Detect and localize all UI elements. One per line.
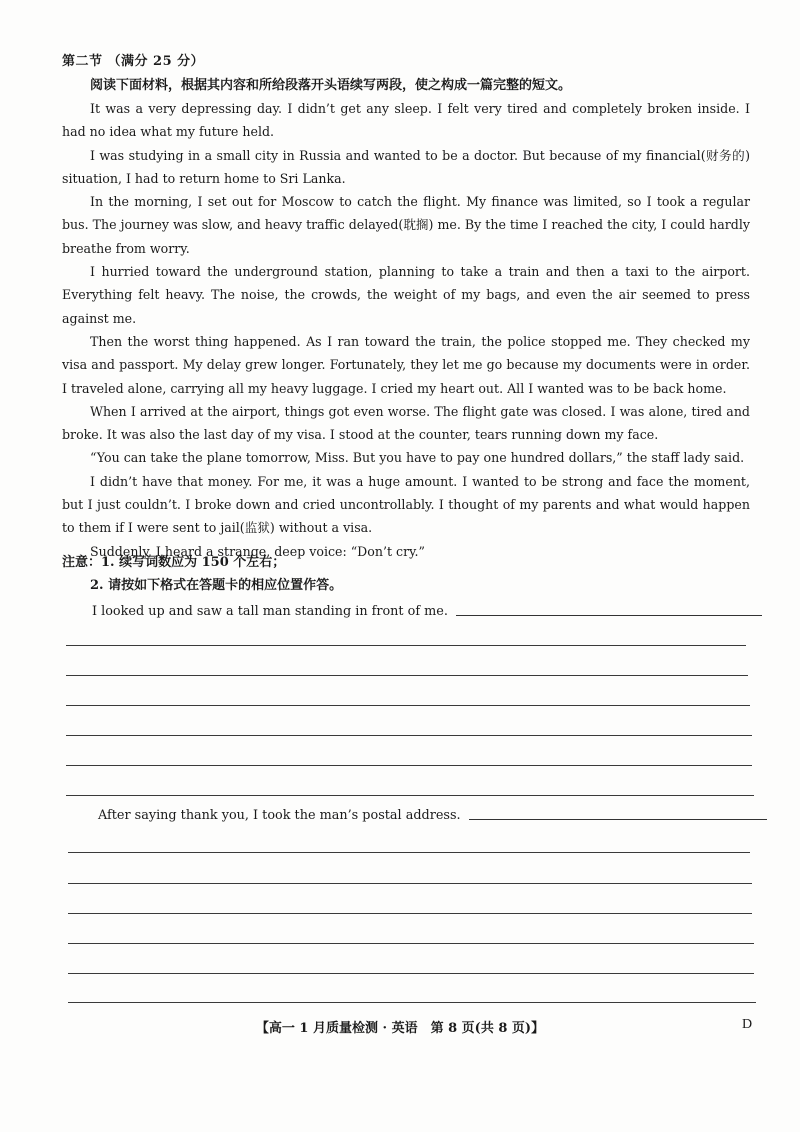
passage-paragraph: I hurried toward the underground station, planning to take a train and then a taxi to the airport. Everything felt heavy. The noise, the crowds, the weight of my bags, and even the air seemed to press against me.	[62, 264, 750, 326]
answer-line[interactable]	[68, 1002, 756, 1003]
note-word-count: 注意：1. 续写词数应为 150 个左右；	[62, 555, 286, 570]
section-title: 第二节 （满分 25 分）	[62, 54, 205, 69]
answer-line[interactable]	[469, 818, 767, 820]
writing-prompt-2	[98, 808, 767, 823]
answer-line[interactable]	[66, 675, 748, 676]
answer-line[interactable]	[456, 614, 762, 616]
passage-paragraph: In the morning, I set out for Moscow to catch the flight. My finance was limited, so I took a regular bus. The journey was slow, and heavy traffic delayed(耽搁) me. By the time I reached the city, I could hardly breathe from worry.	[62, 194, 750, 256]
answer-line[interactable]	[66, 795, 754, 796]
prompt-2-text: After saying thank you, I took the man’s postal address.	[98, 808, 461, 823]
answer-line[interactable]	[66, 705, 750, 706]
answer-line[interactable]	[68, 852, 750, 853]
answer-line[interactable]	[68, 913, 752, 914]
paper-version-mark: D	[742, 1017, 753, 1032]
answer-line[interactable]	[68, 883, 752, 884]
answer-line[interactable]	[66, 765, 752, 766]
answer-line[interactable]	[66, 645, 746, 646]
passage-paragraph: Suddenly, I heard a strange, deep voice: “Don’t cry.”	[90, 543, 425, 559]
prompt-1-text: I looked up and saw a tall man standing in front of me.	[92, 604, 448, 619]
section-instruction: 阅读下面材料，根据其内容和所给段落开头语续写两段，使之构成一篇完整的短文。	[90, 78, 572, 93]
note-answer-format: 2. 请按如下格式在答题卡的相应位置作答。	[90, 578, 343, 593]
page-footer: 【高一 1 月质量检测 · 英语 第 8 页(共 8 页)】	[255, 1021, 545, 1036]
reading-passage	[62, 97, 750, 563]
passage-paragraph: Then the worst thing happened. As I ran toward the train, the police stopped me. They checked my visa and passport. My delay grew longer. Fortunately, they let me go because my documents were in order. I traveled alone, carrying all my heavy luggage. I cried my heart out. All I wanted was to be back home.	[62, 333, 750, 396]
passage-paragraph: “You can take the plane tomorrow, Miss. But you have to pay one hundred dollars,” the staff lady said.	[90, 450, 745, 466]
passage-paragraph: When I arrived at the airport, things got even worse. The flight gate was closed. I was alone, tired and broke. It was also the last day of my visa. I stood at the counter, tears running down my face.	[62, 403, 750, 443]
passage-paragraph: I was studying in a small city in Russia and wanted to be a doctor. But because of my financial(财务的) situation, I had to return home to Sri Lanka.	[62, 147, 750, 186]
answer-line[interactable]	[68, 973, 754, 974]
passage-paragraph: It was a very depressing day. I didn’t get any sleep. I felt very tired and completely broken inside. I had no idea what my future held.	[62, 101, 750, 140]
answer-line[interactable]	[68, 943, 754, 944]
passage-paragraph: I didn’t have that money. For me, it was a huge amount. I wanted to be strong and face the moment, but I just couldn’t. I broke down and cried uncontrollably. I thought of my parents and what would happen to them if I were sent to jail(监狱) without a visa.	[62, 473, 750, 536]
answer-line[interactable]	[66, 735, 752, 736]
writing-notes	[62, 551, 342, 597]
writing-prompt-1	[92, 604, 762, 619]
